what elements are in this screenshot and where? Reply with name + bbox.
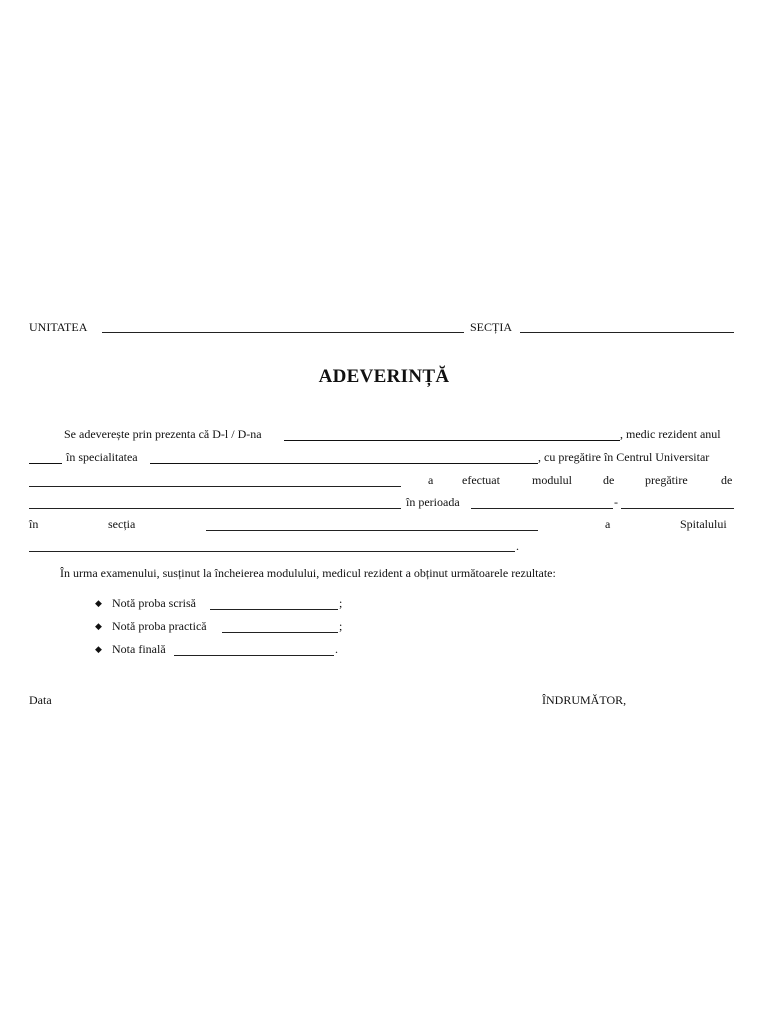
unit-label: UNITATEA	[29, 320, 88, 334]
period-end-blank	[621, 508, 734, 509]
university-blank	[29, 486, 401, 487]
diamond-bullet-icon: ◆	[95, 598, 102, 608]
module-blank	[29, 508, 401, 509]
word-modulul: modulul	[532, 473, 573, 487]
name-blank	[284, 440, 620, 441]
final-grade-blank	[174, 655, 334, 656]
word-efectuat: efectuat	[462, 473, 500, 487]
practical-grade-end: ;	[339, 619, 343, 633]
period-dash: -	[614, 495, 618, 509]
word-a-2: a	[605, 517, 611, 531]
date-label: Data	[29, 693, 52, 707]
specialty-blank	[150, 463, 538, 464]
word-pregatire: pregătire	[645, 473, 688, 487]
specialty-label: în specialitatea	[66, 450, 138, 464]
hospital-period: .	[516, 539, 519, 553]
word-de-2: de	[721, 473, 733, 487]
period-start-blank	[471, 508, 613, 509]
document-title: ADEVERINȚĂ	[318, 366, 450, 387]
hospital-blank	[29, 551, 515, 552]
word-spitalului: Spitalului	[680, 517, 727, 531]
written-grade-end: ;	[339, 596, 343, 610]
section-blank	[520, 332, 734, 333]
unit-blank	[102, 332, 464, 333]
department-blank	[206, 530, 538, 531]
resident-year-text: , medic rezident anul	[620, 427, 721, 441]
practical-grade-blank	[222, 632, 338, 633]
university-center-text: , cu pregătire în Centrul Universitar	[538, 450, 710, 464]
word-de: de	[603, 473, 615, 487]
word-in: în	[29, 517, 39, 531]
final-grade-label: Nota finală	[112, 642, 166, 656]
diamond-bullet-icon: ◆	[95, 644, 102, 654]
section-label: SECȚIA	[470, 320, 512, 334]
written-grade-blank	[210, 609, 338, 610]
practical-grade-label: Notă proba practică	[112, 619, 207, 633]
results-intro: În urma examenului, susținut la încheierea modulului, medicul rezident a obținut următoarele rezultate:	[60, 566, 556, 580]
word-sectia: secția	[108, 517, 136, 531]
certify-text: Se adeverește prin prezenta că D-l / D-na	[64, 427, 262, 441]
supervisor-label: ÎNDRUMĂTOR,	[542, 693, 627, 707]
year-blank	[29, 463, 62, 464]
period-label: în perioada	[406, 495, 460, 509]
word-a: a	[428, 473, 434, 487]
diamond-bullet-icon: ◆	[95, 621, 102, 631]
written-grade-label: Notă proba scrisă	[112, 596, 196, 610]
final-grade-end: .	[335, 642, 338, 656]
